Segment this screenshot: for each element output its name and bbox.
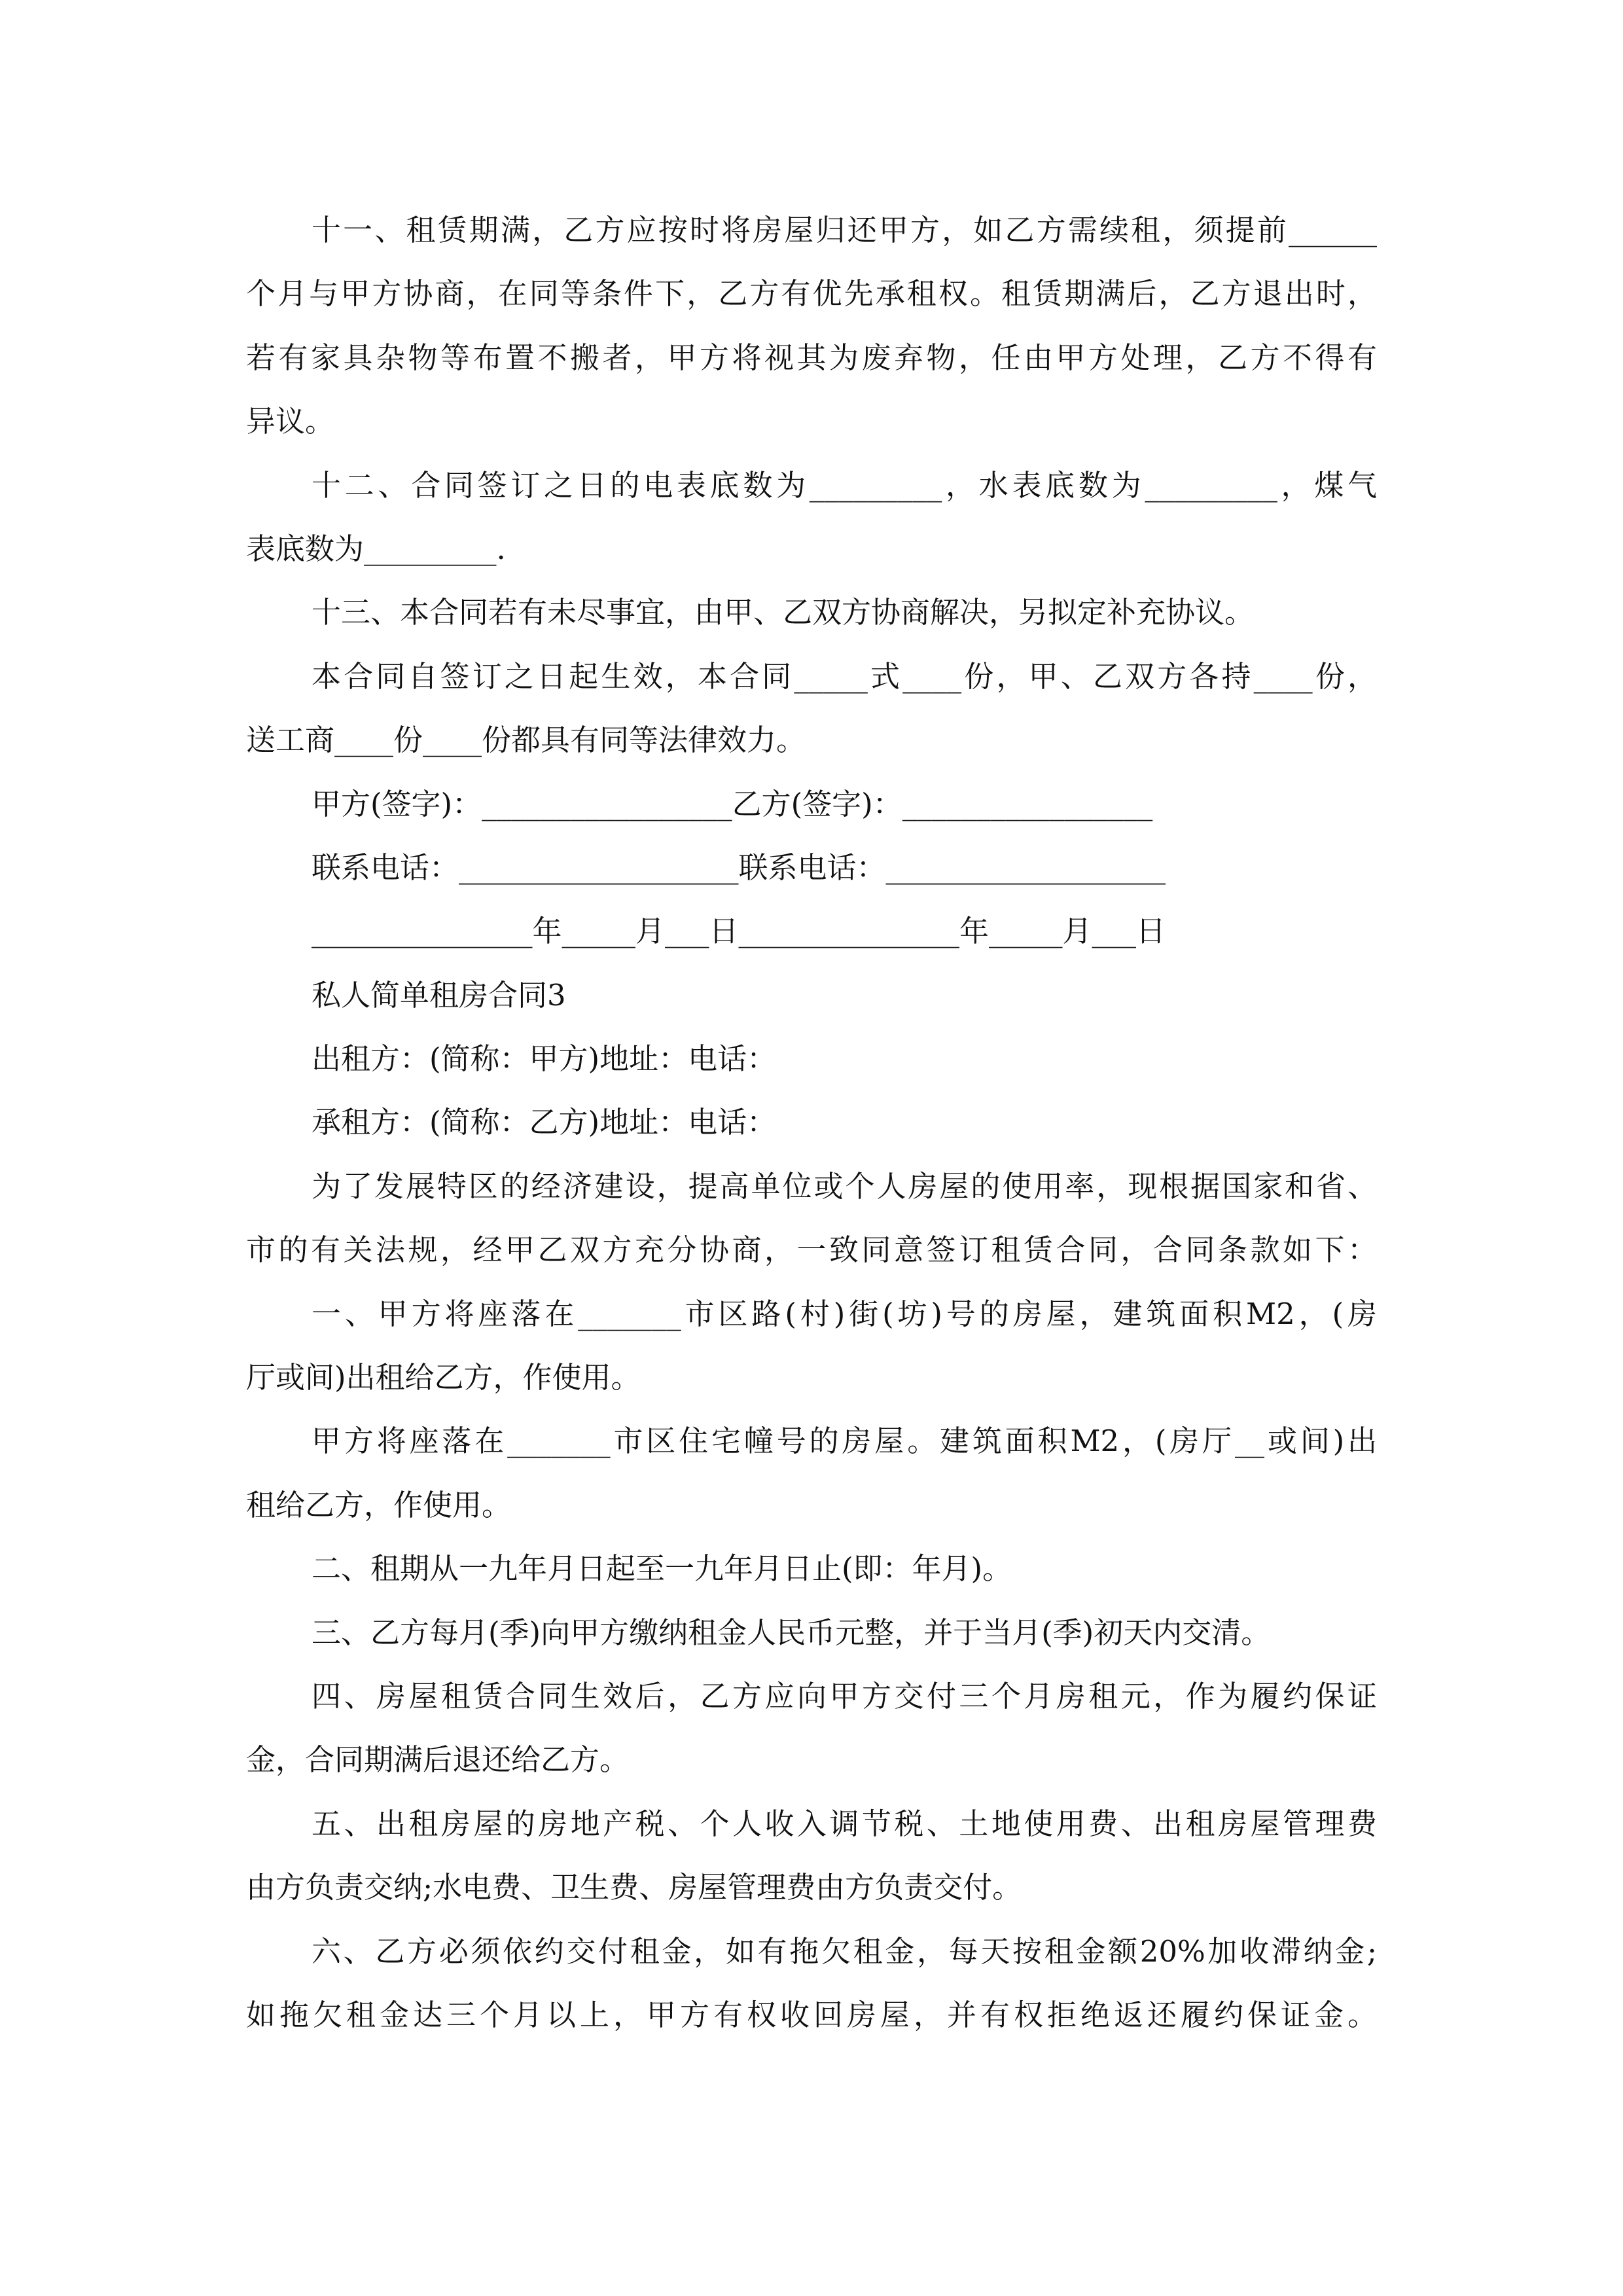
document-text-line: _______________年_____月___日_______________年_____月___日	[312, 914, 1166, 949]
document-text-line: 一、甲方将座落在_______市区路(村)街(坊)号的房屋，建筑面积M2，(房	[312, 1296, 1377, 1331]
document-text-line: 十三、本合同若有未尽事宜，由甲、乙双方协商解决，另拟定补充协议。	[312, 595, 1255, 630]
document-text-line: 个月与甲方协商，在同等条件下，乙方有优先承租权。租赁期满后，乙方退出时，	[246, 276, 1377, 312]
document-text-line: 金，合同期满后退还给乙方。	[246, 1742, 630, 1778]
document-page	[246, 198, 1377, 2047]
document-text-line: 为了发展特区的经济建设，提高单位或个人房屋的使用率，现根据国家和省、	[312, 1168, 1377, 1204]
document-text-line: 六、乙方必须依约交付租金，如有拖欠租金，每天按租金额20%加收滞纳金;	[312, 1933, 1377, 1969]
document-text-line: 五、出租房屋的房地产税、个人收入调节税、土地使用费、出租房屋管理费	[312, 1806, 1377, 1841]
document-text-line: 送工商____份____份都具有同等法律效力。	[246, 723, 806, 758]
document-text-line: 私人简单租房合同3	[312, 977, 566, 1013]
document-text-line: 四、房屋租赁合同生效后，乙方应向甲方交付三个月房租元，作为履约保证	[312, 1678, 1377, 1713]
document-text-line: 三、乙方每月(季)向甲方缴纳租金人民币元整，并于当月(季)初天内交清。	[312, 1615, 1271, 1650]
document-text-line: 联系电话：___________________联系电话：___________________	[312, 850, 1166, 885]
document-text-line: 甲方(签字)：_________________乙方(签字)：_________________	[312, 786, 1153, 821]
document-text-line: 二、租期从一九年月日起至一九年月日止(即：年月)。	[312, 1551, 1012, 1587]
document-text-line: 本合同自签订之日起生效，本合同_____式____份，甲、乙双方各持____份，	[312, 658, 1377, 694]
document-text-line: 市的有关法规，经甲乙双方充分协商，一致同意签订租赁合同，合同条款如下：	[246, 1232, 1377, 1268]
document-text-line: 若有家具杂物等布置不搬者，甲方将视其为废弃物，任由甲方处理，乙方不得有	[246, 340, 1377, 375]
document-text-line: 租给乙方，作使用。	[246, 1487, 512, 1522]
document-text-line: 表底数为_________.	[246, 531, 506, 566]
document-text-line: 承租方：(简称：乙方)地址：电话：	[312, 1105, 777, 1140]
document-text-line: 十二、合同签订之日的电表底数为_________，水表底数为_________，煤气	[312, 467, 1377, 503]
document-text-line: 异议。	[246, 404, 335, 439]
document-text-line: 厅或间)出租给乙方，作使用。	[246, 1360, 641, 1395]
document-text-line: 十一、租赁期满，乙方应按时将房屋归还甲方，如乙方需续租，须提前______	[312, 213, 1377, 247]
document-text-line: 出租方：(简称：甲方)地址：电话：	[312, 1041, 777, 1077]
document-text-line: 由方负责交纳;水电费、卫生费、房屋管理费由方负责交付。	[246, 1870, 1022, 1905]
document-text-line: 甲方将座落在_______市区住宅幢号的房屋。建筑面积M2，(房厅__或间)出	[312, 1424, 1377, 1459]
document-text-line: 如拖欠租金达三个月以上，甲方有权收回房屋，并有权拒绝返还履约保证金。	[246, 1997, 1377, 2032]
